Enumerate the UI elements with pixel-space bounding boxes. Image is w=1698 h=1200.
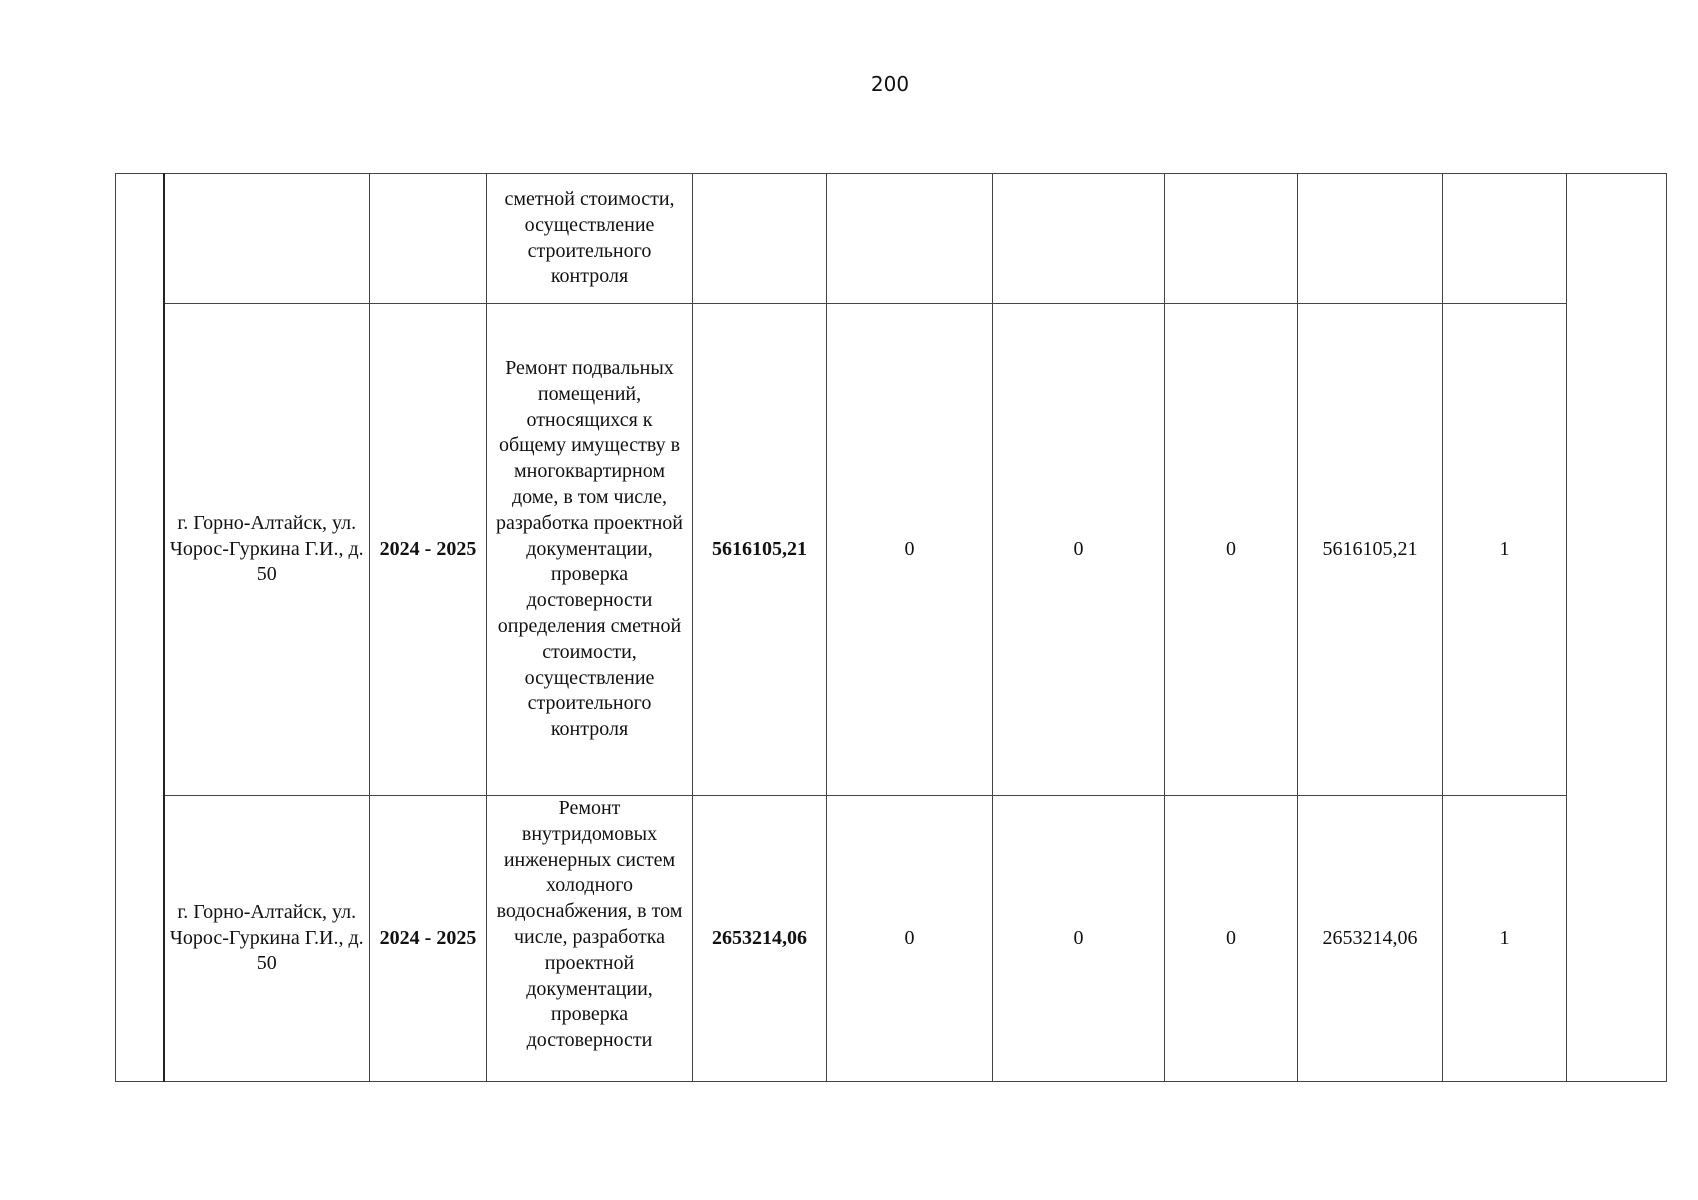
funding-cell: [827, 174, 993, 304]
funding-cell: 0: [993, 796, 1165, 1082]
fund-cell: [1298, 174, 1443, 304]
table-row: [116, 174, 1667, 304]
table-row: [116, 796, 1667, 1082]
program-table: [115, 173, 1667, 1082]
period-cell: 2024 - 2025: [370, 796, 487, 1082]
funding-cell: 0: [1165, 796, 1298, 1082]
work-description-cell: сметной стоимости, осуществление строительного контроля: [487, 174, 693, 304]
funding-cell: 0: [1165, 304, 1298, 796]
total-cost-cell: 2653214,06: [693, 796, 827, 1082]
work-description-cell: Ремонт внутридомовых инженерных систем холодного водоснабжения, в том числе, разработка проектной документации, проверка достоверности: [487, 796, 693, 1082]
page-number: 200: [870, 72, 910, 96]
count-cell: [1443, 174, 1567, 304]
period-cell: [370, 174, 487, 304]
funding-cell: [993, 174, 1165, 304]
total-cost-cell: 5616105,21: [693, 304, 827, 796]
count-cell: 1: [1443, 796, 1567, 1082]
total-cost-cell: [693, 174, 827, 304]
address-cell: г. Горно-Алтайск, ул. Чорос-Гуркина Г.И., д. 50: [164, 796, 370, 1082]
funding-cell: 0: [993, 304, 1165, 796]
address-cell: [164, 174, 370, 304]
period-cell: 2024 - 2025: [370, 304, 487, 796]
work-description-cell: Ремонт подвальных помещений, относящихся к общему имуществу в многоквартирном доме, в том числе, разработка проектной документации, проверка достоверности определения сметной стоимости, осуществление строительного контроля: [487, 304, 693, 796]
address-cell: г. Горно-Алтайск, ул. Чорос-Гуркина Г.И., д. 50: [164, 304, 370, 796]
table-row: [116, 304, 1667, 796]
funding-cell: [1165, 174, 1298, 304]
fund-cell: 2653214,06: [1298, 796, 1443, 1082]
fund-cell: 5616105,21: [1298, 304, 1443, 796]
funding-cell: 0: [827, 796, 993, 1082]
count-cell: 1: [1443, 304, 1567, 796]
trailing-cell: [1567, 174, 1667, 1082]
row-number-cell: [116, 174, 164, 1082]
funding-cell: 0: [827, 304, 993, 796]
